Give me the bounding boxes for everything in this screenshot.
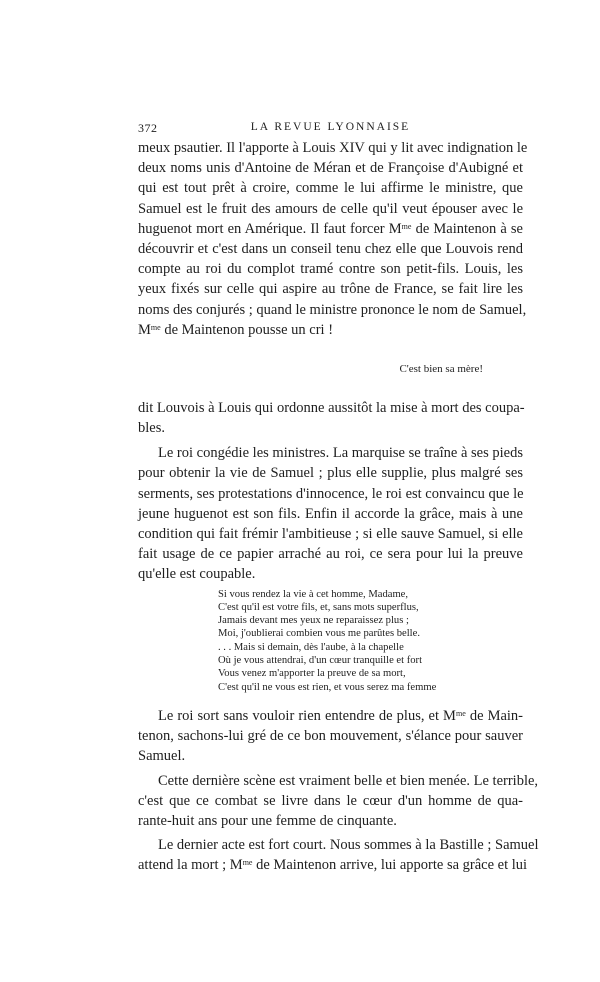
text-line: dit Louvois à Louis qui ordonne aussitôt la mise à mort des coupa- [138,399,525,416]
paragraph [138,771,539,832]
verse-line: Jamais devant mes yeux ne reparaissez plus ; [218,615,409,627]
text-line: Le dernier acte est fort court. Nous sommes à la Bastille ; Samuel [158,837,539,854]
verse-line: C'est qu'il ne vous est rien, et vous serez ma femme [218,681,437,693]
page-header [138,121,523,137]
text-line: Le roi sort sans vouloir rien entendre de plus, et $M^{me}$ de Main- [158,707,524,724]
text-line: c'est que ce combat se livre dans le cœur d'un homme de qua- [138,792,523,809]
text-line: Samuel est le fruit des amours de celle qu'il veut épouser avec le [138,200,523,217]
text-line: pour obtenir la vie de Samuel ; plus elle supplie, plus malgré ses [138,465,523,482]
verse-line: Moi, j'oublierai combien vous me parûtes belle. [218,628,420,640]
body-text [138,138,539,875]
text-line: meux psautier. Il l'apporte à Louis XIV qui y lit avec indignation le [138,140,528,156]
text-line: rante-huit ans pour une femme de cinquante. [138,812,397,829]
verse-line: . . . Mais si demain, dès l'aube, à la chapelle [218,641,404,653]
text-line: fait usage de ce papier arraché au roi, ce sera pour lui la preuve [138,546,523,563]
verse-line: Où je vous attendrai, d'un cœur tranquille et fort [218,655,423,667]
verse-line: Vous venez m'apporter la preuve de sa mort, [218,668,406,680]
text-line: jeune huguenot est son fils. Enfin il accorde la grâce, mais à une [138,505,523,522]
text-line: huguenot mort en Amérique. Il faut forcer $M^{me}$ de Maintenon à se [138,220,523,237]
verse-line: Si vous rendez la vie à cet homme, Madame, [218,588,409,600]
text-line: tenon, sachons-lui gré de ce bon mouvement, s'élance pour sauver [138,728,523,745]
paragraph [138,443,523,584]
spacer [138,340,523,359]
paragraph [138,138,528,340]
text-line: découvrir et c'est dans un conseil tenu chez elle que Louvois rend [138,240,523,257]
text-line: bles. [138,420,165,437]
paragraph [138,706,523,767]
text-line: compte au roi du complot tramé contre son petit-fils. Louis, les [138,261,523,278]
text-line: condition qui fait frémir l'ambitieuse ; si elle sauve Samuel, si elle [138,526,523,542]
paragraph [138,835,539,875]
text-line: Cette dernière scène est vraiment belle et bien menée. Le terrible, [158,772,539,789]
text-line: attend la mort ; $M^{me}$ de Maintenon arrive, lui apporte sa grâce et lui [138,857,528,874]
quoted-exclamation: C'est bien sa mère! [399,362,483,375]
running-title: LA REVUE LYONNAISE [250,121,411,133]
text-line: $M^{me}$ de Maintenon pousse un cri ! [138,321,334,338]
text-line: Samuel. [138,748,186,765]
text-line: qui est tout prêt à croire, comme le lui affirme le ministre, que [138,180,523,197]
text-line: Le roi congédie les ministres. La marquise se traîne à ses pieds [158,445,523,462]
text-line: qu'elle est coupable. [138,566,256,583]
text-line: serments, ses protestations d'innocence, le roi est convaincu que le [138,485,524,502]
verse-line: C'est qu'il est votre fils, et, sans mots superflus, [218,601,419,613]
text-line: noms des conjurés ; quand le ministre prononce le nom de Samuel, [138,301,527,318]
text-line: yeux fixés sur celle qui aspire au trône de France, se fait lire les [138,281,523,298]
spacer [138,379,523,398]
page-number: 372 [138,121,158,135]
paragraph [138,398,523,438]
text-line: deux noms unis d'Antoine de Méran et de Françoise d'Aubigné et [138,160,523,177]
verse-quotation [138,585,523,706]
